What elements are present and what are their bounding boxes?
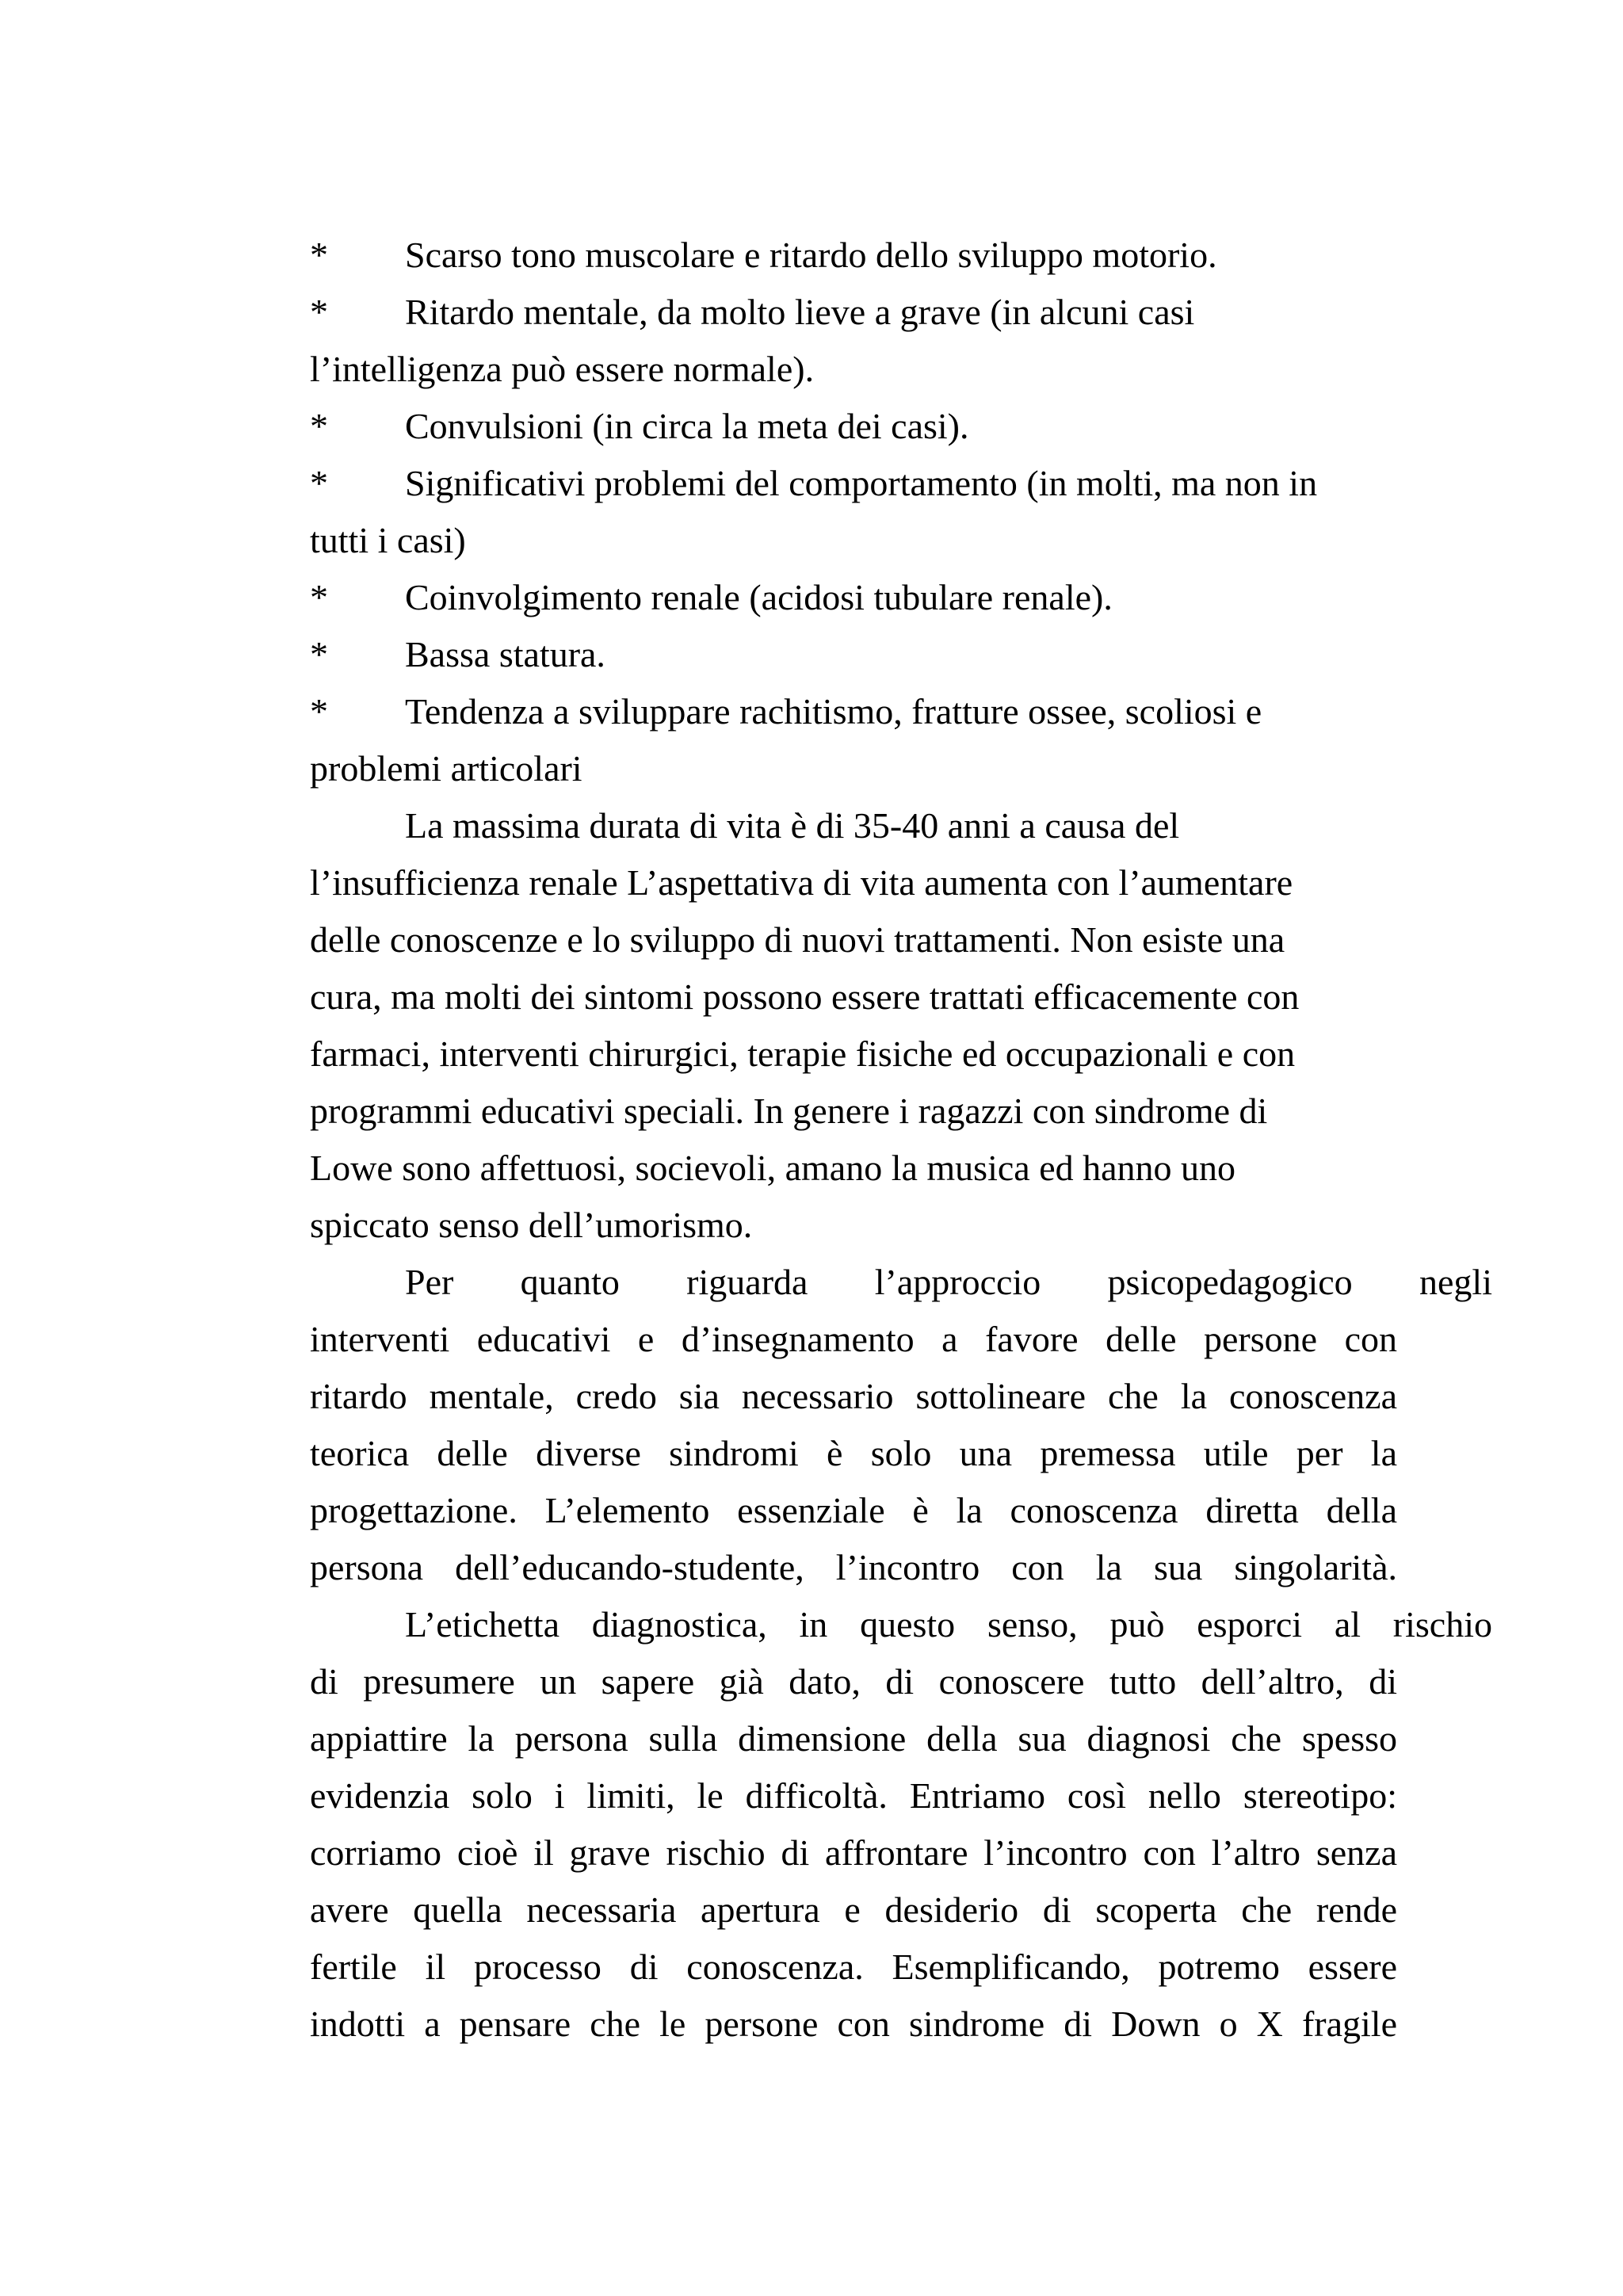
paragraph-line: programmi educativi speciali. In genere i ragazzi con sindrome di — [310, 1091, 1268, 1131]
paragraph-line: Per quanto riguarda l’approccio psicopedagogico negli — [405, 1262, 1492, 1302]
list-item-continuation: tutti i casi) — [310, 520, 466, 560]
bullet-marker: * — [310, 577, 328, 617]
paragraph-line: persona dell’educando-studente, l’incontro con la sua singolarità. — [310, 1547, 1397, 1587]
list-item — [310, 455, 1397, 512]
bullet-marker: * — [310, 463, 328, 503]
list-item-text: Convulsioni (in circa la meta dei casi). — [405, 406, 969, 446]
paragraph-line: progettazione. L’elemento essenziale è la conoscenza diretta della — [310, 1490, 1397, 1530]
list-item-text: Tendenza a sviluppare rachitismo, fratture ossee, scoliosi e — [405, 691, 1262, 732]
list-item — [310, 284, 1397, 341]
paragraph-line: corriamo cioè il grave rischio di affrontare l’incontro con l’altro senza — [310, 1832, 1397, 1873]
paragraph-line: appiattire la persona sulla dimensione della sua diagnosi che spesso — [310, 1718, 1397, 1759]
bullet-marker: * — [310, 691, 328, 732]
paragraph-line: fertile il processo di conoscenza. Esemplificando, potremo essere — [310, 1946, 1397, 1987]
list-item-continuation: l’intelligenza può essere normale). — [310, 349, 815, 389]
paragraph-line: avere quella necessaria apertura e desiderio di scoperta che rende — [310, 1889, 1397, 1930]
paragraph-line: evidenzia solo i limiti, le difficoltà. Entriamo così nello stereotipo: — [310, 1775, 1397, 1816]
list-item — [310, 683, 1397, 740]
paragraph-line: l’insufficienza renale L’aspettativa di vita aumenta con l’aumentare — [310, 862, 1293, 903]
bullet-marker: * — [310, 406, 328, 446]
list-item-text: Significativi problemi del comportamento (in molti, ma non in — [405, 463, 1318, 503]
paragraph-line: cura, ma molti dei sintomi possono essere trattati efficacemente con — [310, 976, 1300, 1017]
paragraph-line: spiccato senso dell’umorismo. — [310, 1205, 753, 1245]
paragraph-line: di presumere un sapere già dato, di conoscere tutto dell’altro, di — [310, 1661, 1397, 1702]
paragraph-line: teorica delle diverse sindromi è solo una premessa utile per la — [310, 1433, 1397, 1473]
list-item-text: Bassa statura. — [405, 634, 605, 674]
list-item-text: Coinvolgimento renale (acidosi tubulare renale). — [405, 577, 1113, 617]
list-item — [310, 398, 1397, 455]
list-item — [310, 626, 1397, 683]
list-item-continuation: problemi articolari — [310, 748, 582, 789]
list-item-text: Ritardo mentale, da molto lieve a grave (in alcuni casi — [405, 292, 1195, 332]
list-item — [310, 569, 1397, 626]
bullet-marker: * — [310, 292, 328, 332]
paragraph-line: Lowe sono affettuosi, socievoli, amano la musica ed hanno uno — [310, 1148, 1236, 1188]
paragraph-line: indotti a pensare che le persone con sindrome di Down o X fragile — [310, 2004, 1397, 2044]
paragraph-line: La massima durata di vita è di 35-40 anni a causa del — [405, 805, 1180, 846]
paragraph-line: L’etichetta diagnostica, in questo senso, può esporci al rischio — [405, 1604, 1492, 1645]
paragraph-line: delle conoscenze e lo sviluppo di nuovi trattamenti. Non esiste una — [310, 919, 1285, 960]
bullet-marker: * — [310, 235, 328, 275]
paragraph-line: ritardo mentale, credo sia necessario sottolineare che la conoscenza — [310, 1376, 1397, 1416]
paragraph-line: farmaci, interventi chirurgici, terapie fisiche ed occupazionali e con — [310, 1033, 1296, 1074]
list-item — [310, 227, 1397, 284]
list-item-text: Scarso tono muscolare e ritardo dello sviluppo motorio. — [405, 235, 1217, 275]
paragraph-line: interventi educativi e d’insegnamento a favore delle persone con — [310, 1319, 1397, 1359]
bullet-marker: * — [310, 634, 328, 674]
